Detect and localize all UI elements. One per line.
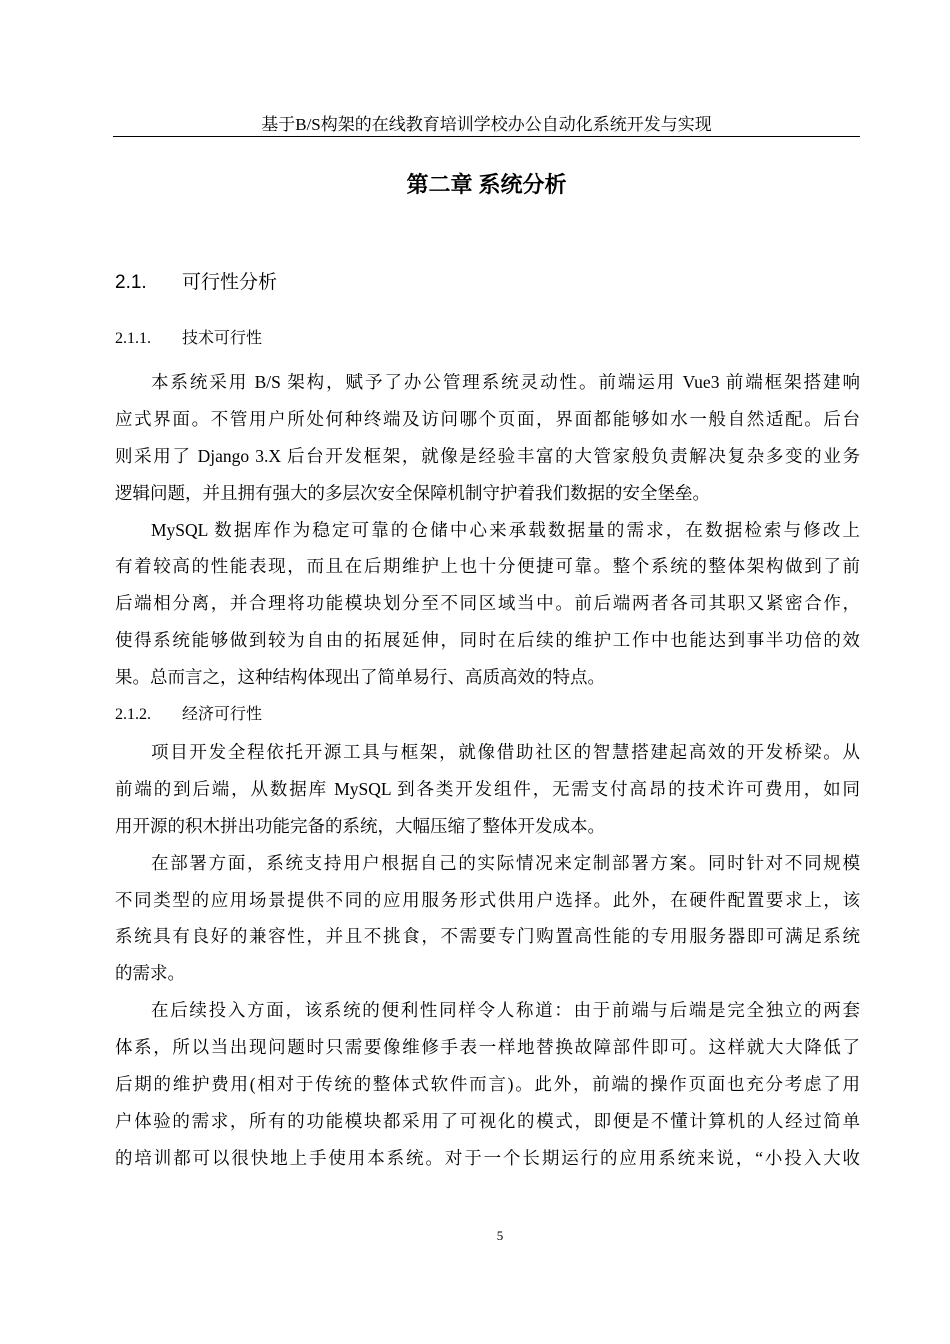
subsection-heading-technical [115, 320, 262, 358]
paragraph-line: 不同类型的应用场景提供不同的应用服务形式供用户选择。此外，在硬件配置要求上，该 [115, 889, 860, 910]
chapter-title: 第二章 系统分析 [406, 172, 567, 197]
paragraph-line: 应式界面。不管用户所处何种终端及访问哪个页面，界面都能够如水一般自然适配。后台 [115, 408, 860, 429]
paragraph-line: 在部署方面，系统支持用户根据自己的实际情况来定制部署方案。同时针对不同规模 [151, 852, 860, 873]
paragraph-line: 后端相分离，并合理将功能模块划分至不同区域当中。前后端两者各司其职又紧密合作， [115, 593, 860, 614]
paragraph-line: 本系统采用 B/S 架构，赋予了办公管理系统灵动性。前端运用 Vue3 前端框架搭建响 [151, 372, 860, 392]
subsection-heading [115, 696, 860, 734]
paragraph-line: MySQL 数据库作为稳定可靠的仓储中心来承载数据量的需求，在数据检索与修改上 [151, 519, 860, 540]
paragraph [115, 845, 860, 993]
section-title: 可行性分析 [182, 272, 278, 293]
paragraph [115, 364, 860, 512]
paragraph-line: 体系，所以当出现问题时只需要像维修手表一样地替换故障部件即可。这样就大大降低了 [115, 1037, 860, 1058]
paragraph-line: 户体验的需求，所有的功能模块都采用了可视化的模式，即便是不懂计算机的人经过简单 [115, 1110, 860, 1131]
paragraph-line: 则采用了 Django 3.X 后台开发框架，就像是经验丰富的大管家般负责解决复杂多变的业务 [115, 445, 860, 466]
paragraph-line: 有着较高的性能表现，而且在后期维护上也十分便捷可靠。整个系统的整体架构做到了前 [115, 556, 860, 577]
paragraph-line: 的需求。 [115, 963, 185, 984]
paragraph-line: 在后续投入方面，该系统的便利性同样令人称道：由于前端与后端是完全独立的两套 [151, 1000, 860, 1021]
paragraph-line: 系统具有良好的兼容性，并且不挑食，不需要专门购置高性能的专用服务器即可满足系统 [115, 926, 860, 947]
paragraph-line: 用开源的积木拼出功能完备的系统，大幅压缩了整体开发成本。 [115, 815, 605, 836]
subsection-title: 技术可行性 [182, 330, 263, 347]
header-rule [113, 136, 860, 137]
running-header: 基于B/S构架的在线教育培训学校办公自动化系统开发与实现 [261, 115, 712, 134]
paragraph-line: 使得系统能够做到较为自由的拓展延伸，同时在后续的维护工作中也能达到事半功倍的效 [115, 630, 860, 651]
page-number: 5 [496, 1228, 504, 1243]
body-text [115, 364, 860, 1177]
subsection-number: 2.1.2. [115, 706, 151, 724]
paragraph-line: 逻辑问题，并且拥有强大的多层次安全保障机制守护着我们数据的安全堡垒。 [115, 482, 710, 503]
subsection-title: 经济可行性 [182, 706, 263, 724]
paragraph-line: 前端的到后端，从数据库 MySQL 到各类开发组件，无需支付高昂的技术许可费用，如同 [115, 778, 860, 799]
paragraph-line: 的培训都可以很快地上手使用本系统。对于一个长期运行的应用系统来说，“小投入大收 [115, 1147, 860, 1168]
paragraph-line: 项目开发全程依托开源工具与框架，就像借助社区的智慧搭建起高效的开发桥梁。从 [151, 742, 860, 763]
paragraph [115, 992, 860, 1176]
section-heading [115, 269, 277, 297]
subsection-number: 2.1.1. [115, 330, 151, 347]
paragraph [115, 734, 860, 845]
paragraph-line: 果。总而言之，这种结构体现出了简单易行、高质高效的特点。 [115, 667, 605, 688]
section-number: 2.1. [115, 272, 147, 293]
paragraph-line: 后期的维护费用(相对于传统的整体式软件而言)。此外，前端的操作页面也充分考虑了用 [115, 1074, 860, 1095]
paragraph [115, 512, 860, 696]
